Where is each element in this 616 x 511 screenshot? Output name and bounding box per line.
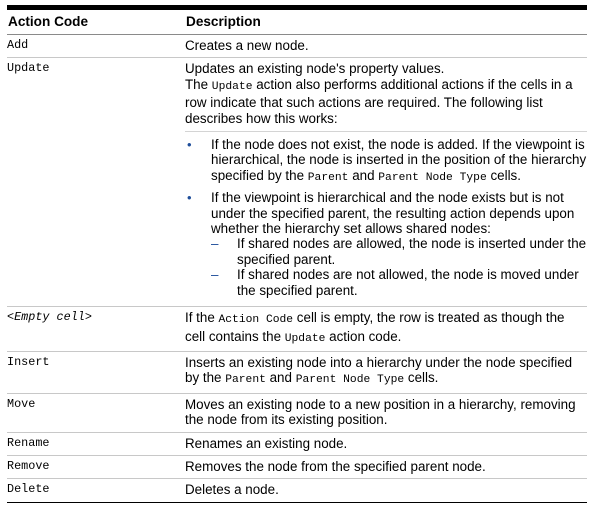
code-insert: Insert xyxy=(7,354,50,369)
code-update: Update xyxy=(7,61,50,76)
dash-icon: – xyxy=(211,236,219,252)
desc-empty-cell: If the Action Code cell is empty, the row is treated as though the cell contains the Update action code. xyxy=(185,310,565,345)
desc-add: Creates a new node. xyxy=(185,38,309,53)
update-bullet-list xyxy=(185,131,587,298)
table-header-row xyxy=(7,8,587,35)
inline-code-parent: Parent xyxy=(225,374,266,387)
table-row-insert xyxy=(7,351,587,393)
inline-code-update: Update xyxy=(211,80,253,93)
action-code-table xyxy=(7,5,587,503)
desc-move: Moves an existing node to a new position in a hierarchy, removing the node from its existing position. xyxy=(185,396,576,428)
desc-rename: Renames an existing node. xyxy=(185,435,348,451)
code-rename: Rename xyxy=(7,435,50,450)
inline-code-parent-node-type: Parent Node Type xyxy=(295,374,405,387)
action-code-table-container xyxy=(7,5,587,503)
update-line-1: Updates an existing node's property values. xyxy=(185,61,445,77)
list-item: • If the node does not exist, the node is added. If the viewpoint is hierarchical, the node is inserted in the position of the hierarchy specified by the Parent and Parent Node Type cells. xyxy=(187,137,587,184)
desc-insert: Inserts an existing node into a hierarchy under the node specified by the Parent and Parent Node Type cells. xyxy=(185,354,573,387)
update-sub-list xyxy=(211,236,587,298)
desc-update xyxy=(185,58,587,307)
sub-list-item: – If shared nodes are allowed, the node is inserted under the specified parent. xyxy=(211,236,587,267)
table-row-remove xyxy=(7,455,587,478)
inline-code-action-code: Action Code xyxy=(218,314,294,327)
code-empty-cell: <Empty cell> xyxy=(7,310,92,325)
table-row-rename xyxy=(7,432,587,455)
header-action-code: Action Code xyxy=(8,14,89,29)
code-delete: Delete xyxy=(7,482,50,497)
code-move: Move xyxy=(7,396,36,411)
list-item: • If the viewpoint is hierarchical and the node exists but is not under the specified parent, the resulting action depends upon whether the hierarchy set allows shared nodes: – If shared nodes are allowed, the node is inserted under the specified parent. – If shared nodes are not allowed, the node is moved under the specified parent. xyxy=(187,190,587,298)
bullet-icon: • xyxy=(187,190,192,206)
desc-remove: Removes the node from the specified parent node. xyxy=(185,458,486,474)
code-remove: Remove xyxy=(7,458,50,473)
sub-list-item: – If shared nodes are not allowed, the node is moved under the specified parent. xyxy=(211,267,579,298)
update-paragraph-2: The Update action also performs additional actions if the cells in a row indicate that such actions are required. The following list describes how this works: xyxy=(185,76,573,126)
table-row-empty-cell xyxy=(7,307,587,352)
table-row-delete xyxy=(7,479,587,502)
code-add: Add xyxy=(7,38,29,52)
table-row-update xyxy=(7,58,587,307)
inline-code-parent-node-type: Parent Node Type xyxy=(378,171,487,184)
inline-code-parent: Parent xyxy=(307,171,349,184)
desc-delete: Deletes a node. xyxy=(185,482,279,498)
table-row-move xyxy=(7,393,587,432)
header-description: Description xyxy=(186,14,261,29)
bullet-icon: • xyxy=(187,137,192,153)
inline-code-update: Update xyxy=(284,332,326,345)
table-row-add xyxy=(7,35,587,58)
dash-icon: – xyxy=(211,267,219,283)
